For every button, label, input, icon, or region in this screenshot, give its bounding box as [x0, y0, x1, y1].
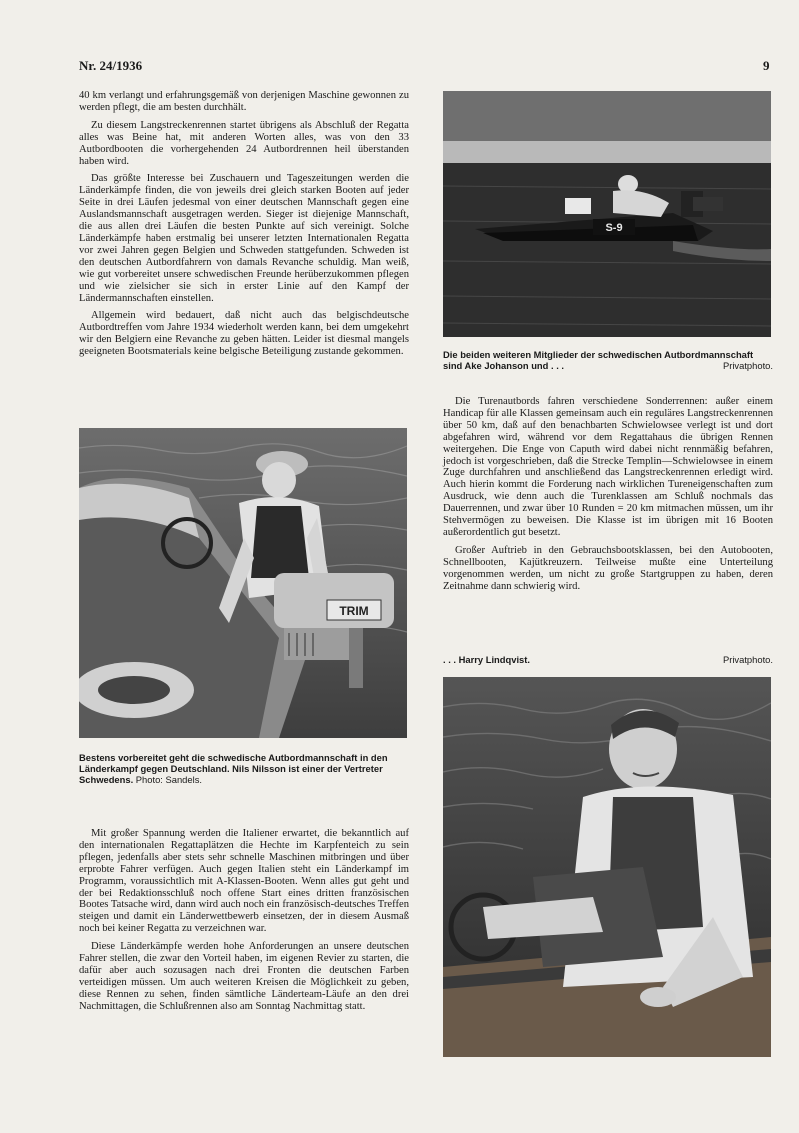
paragraph: 40 km verlangt und erfahrungsgemäß von derjenigen Maschine gewonnen zu werden pflegt, die am besten durchhält. [79, 90, 409, 113]
paragraph: Mit großer Spannung werden die Italiener erwartet, die bekanntlich auf den internationalen Regattaplätzen die Hechte im Karpfenteich zu sein pflegen, jedenfalls aber stets sehr schnelle Maschinen mitbringen und über erprobte Fahrer verfügen. Auch gegen Italien steht ein Länderkampf im Programm, voraussichtlich mit A-Klassen-Booten. Wenn alles gut geht und der bei Redaktionsschluß noch offene Start eines dritten französischen Bootes Tatsache wird, dann wird auch noch ein französisch-deutsches Treffen steigen und damit ein Länderwettbewerb einsetzen, der in diesem Ausmaß noch bei keiner Regatta zu verzeichnen war. [79, 828, 409, 935]
right-top-photo-caption [443, 349, 773, 371]
photo-harry-lindqvist [443, 677, 771, 1057]
photo-credit: Photo: Sandels. [135, 774, 202, 785]
paragraph: Allgemein wird bedauert, daß nicht auch das belgischdeutsche Autbordtreffen vom Jahre 1934 wiederholt werden kann, bei dem umgekehrt wir den Belgiern eine Revanche zu geben hätten. Leider ist diesmal mangels geeigneten Bootsmaterials keine belgische Beteiligung zustande gekommen. [79, 310, 409, 358]
photo-credit: Privatphoto. [722, 654, 773, 665]
caption-text: Die beiden weiteren Mitglieder der schwedischen Autbordmannschaft sind Ake Johanson und . . . [443, 349, 754, 371]
issue-number: Nr. 24/1936 [79, 58, 143, 73]
photo-racing-boat [443, 91, 771, 337]
photo-credit: Privatphoto. [722, 360, 773, 371]
page-number: 9 [763, 58, 770, 73]
paragraph: Die Turenautbords fahren verschiedene Sonderrennen: außer einem Handicap für alle Klassen gemeinsam auch ein reguläres Langstreckenrennen über 50 km, daß auf den benachbarten Schwielowsee verlegt ist und dort abgefahren wird, während vor dem Regattahaus die übrigen Rennen weitergehen. Die Enge von Caputh wird dabei nicht rennmäßig befahren, jedoch ist vorgeschrieben, daß die Strecke Templin—Schwielowsee in einem Zuge durchfahren und anschließend das Langstreckenrennen erledigt wird. Auch hierin kommt die Forderung nach wirklichen Tureneigenschaften zum Ausdruck, wie denn auch die Turenklassen am Schluß nochmals das Dauerrennen, und zwar über 10 Runden = 20 km mitmachen müssen, um ihr Stehvermögen zu beweisen. Die Klasse ist im übrigen mit 16 Booten außerordentlich gut besetzt. [443, 396, 773, 538]
left-photo-caption [79, 752, 409, 785]
motor-brand-label: TRIM [339, 604, 369, 618]
caption-text: . . . Harry Lindqvist. [443, 654, 530, 665]
left-column-bottom-text [79, 828, 409, 1019]
boat-marking: S-9 [605, 222, 623, 234]
caption-text: Bestens vorbereitet geht die schwedische Autbordmannschaft in den Länderkampf gegen Deutschland. Nils Nilsson ist einer der Vertreter Schwedens. [79, 752, 388, 785]
right-bottom-photo-caption [443, 654, 773, 665]
paragraph: Zu diesem Langstreckenrennen startet übrigens als Abschluß der Regatta alles was Beine hat, mit anderen Worten alles, was von den 33 Autbordbooten die vorhergehenden 24 Autbordrennen heil überstanden haben wird. [79, 119, 409, 167]
photo-nils-nilsson [79, 428, 407, 738]
paragraph: Diese Länderkämpfe werden hohe Anforderungen an unsere deutschen Fahrer stellen, die zwar den Vorteil haben, im eigenen Revier zu starten, die dafür aber auch sozusagen nach drei Fronten die deutschen Farben verteidigen müssen. Um auch weiteren Kreisen die Möglichkeit zu geben, diese Rennen zu sehen, finden sämtliche Länderteam-Läufe an den drei Nachmittagen, die Schlußrennen also am Sonntag Nachmittag statt. [79, 941, 409, 1012]
left-column-top-text [79, 90, 409, 364]
paragraph: Das größte Interesse bei Zuschauern und Tageszeitungen werden die Länderkämpfe finden, die von jeweils drei gleich starken Booten auf jeder Seite in drei Läufen jedesmal von einer deutschen Mannschaft gegen eine Auslandsmannschaft ausgetragen werden. Sieger ist diejenige Mannschaft, die aus allen drei Läufen die besten Punkte auf sich vereinigt. Solche Länderkämpfe haben erstmalig bei unserer letzten Internationalen Regatta vor zwei Jahren gegen Belgien und Schweden stattgefunden. Schweden ist den deutschen Autbordfahrern von damals Revanche schuldig. Man weiß, wie gut vorbereitet unsere schwedischen Freunde herüberzukommen pflegen und wie zielsicher sie sich in erster Linie auf den Kampf der Ländermannschaften einstellen. [79, 173, 409, 304]
paragraph: Großer Auftrieb in den Gebrauchsbootsklassen, bei den Autobooten, Schnellbooten, Kajütkreuzern. Teilweise mußte eine Unterteilung vorgenommen werden, um nicht zu große Startgruppen zu haben, deren Zeitnahme dann schwierig wird. [443, 544, 773, 592]
right-column-text [443, 396, 773, 599]
